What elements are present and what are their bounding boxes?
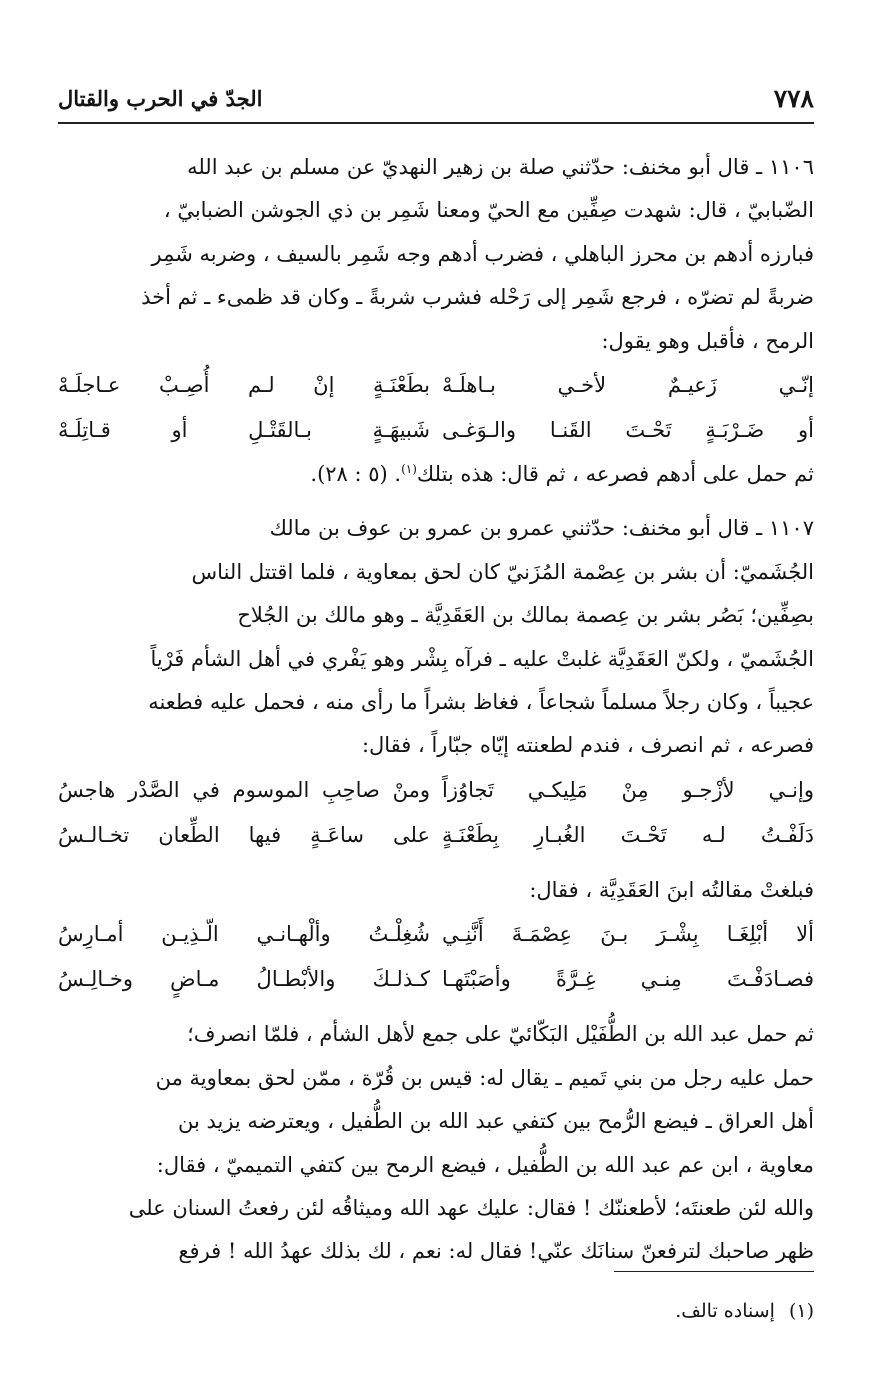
verse-first-hemistich: إنّـي زَعيـمٌ لأخـي بـاهلَـهْ xyxy=(442,373,814,398)
paragraph-closing-1106: ثم حمل على أدهم فصرعه ، ثم قال: هذه بتلك$^{(١)}$. (٥ : ٢٨). xyxy=(310,462,814,487)
verse-second-hemistich: شَبيهَـةٍ بـالقَتْـلِ أو قـاتِلَـهْ xyxy=(58,418,430,443)
verse-line xyxy=(58,768,814,813)
verse-second-hemistich: على ساعَـةٍ فيها الطِّعان تخـالـسُ xyxy=(58,822,430,847)
verse-second-hemistich: ومنْ صاحِبِ الموسوم في الصَّدْر هاجسُ xyxy=(58,777,430,802)
verse-first-hemistich: ألا أبْلِغَـا بِشْـرَ بـنَ عِصْمَـةَ أَنَّنِـي xyxy=(442,922,814,947)
verse-first-hemistich: دَلَفْـتُ لـه تَحْـتَ الغُبـارِ بِطَعْنَـةٍ xyxy=(442,822,814,847)
paragraph-reply-intro: فبلغتْ مقالتُه ابنَ العَقَدِيَّة ، فقال: xyxy=(529,877,814,902)
paragraph-1106: ١١٠٦ ـ قال أبو مخنف: حدّثني صلة بن زهير النهديّ عن مسلم بن عبد الله الضّبابيّ ، قال: شهدت صِفِّين مع الحيّ ومعنا شَمِر بن ذي الجوشن الضبابيّ ، فبارزه أدهم بن محرز الباهلي ، فضرب أدهم وجه شَمِر بالسيف ، وضربه شَمِر ضربةً لم تضرّه ، فرجع شَمِر إلى رَحْله فشرب شربةً ـ وكان قد ظمىء ـ ثم أخذ الرمح ، فأقبل وهو يقول: xyxy=(141,155,814,353)
header-rule xyxy=(58,122,814,124)
paragraph-1107: ١١٠٧ ـ قال أبو مخنف: حدّثني عمرو بن عمرو بن عوف بن مالك الجُشَميّ: أن بشر بن عِصْمة المُزَنيّ كان لحق بمعاوية ، فلما اقتتل الناس بصِفِّين؛ بَصُر بشر بن عِصمة بمالك بن العَقَدِيَّة ـ وهو مالك بن الجُلاح الجُشَميّ ، ولكنّ العَقَدِيَّة غلبتْ عليه ـ فرآه بِشْر وهو يَفْري في أهل الشأم فَرْياً عجيباً ، وكان رجلاً مسلماً شجاعاً ، فغاظ بشراً ما رأى منه ، فحمل عليه فطعنه فصرعه ، ثم انصرف ، فندم لطعنته إيّاه جبّاراً ، فقال: xyxy=(148,516,814,758)
verse-line xyxy=(58,363,814,408)
book-page xyxy=(58,0,814,1387)
running-title: الجدّ في الحرب والقتال xyxy=(58,86,263,111)
footnote-number: (١) xyxy=(788,1300,814,1322)
page-header xyxy=(58,82,814,122)
poem-1 xyxy=(58,363,814,453)
verse-first-hemistich: أو ضَـرْبَـةٍ تَحْـتَ القَنـا والـوَغـى xyxy=(442,418,814,443)
verse-line xyxy=(58,813,814,858)
page-body xyxy=(58,146,814,1274)
poem-2 xyxy=(58,768,814,858)
footnote-text: إسناده تالف. xyxy=(675,1300,775,1322)
paragraph-final: ثم حمل عبد الله بن الطُّفَيْل البَكّائيّ على جمع لأهل الشأم ، فلمّا انصرف؛ حمل عليه رجل من بني تَميم ـ يقال له: قيس بن قُرّة ، ممّن لحق بمعاوية من أهل العراق ـ فيضع الرُّمح بين كتفي عبد الله بن الطُّفيل ، ويعترضه يزيد بن معاوية ، ابن عم عبد الله بن الطُّفيل ، فيضع الرمح بين كتفي التميميّ ، فقال: والله لئن طعنتَه؛ لأطعننّك ! فقال: عليك عهد الله وميثاقُه لئن رفعتُ السنان على ظهر صاحبك لترفعنّ سنانَك عنّي! فقال له: نعم ، لك بذلك عهدُ الله ! فرفع xyxy=(128,1022,814,1264)
verse-line xyxy=(58,408,814,453)
verse-first-hemistich: وإنـي لأزْجـو مِنْ مَلِيكـي تَجاوُزاً xyxy=(442,777,814,802)
footnote-rule xyxy=(614,1271,814,1272)
verse-line xyxy=(58,912,814,957)
poem-3 xyxy=(58,912,814,1002)
page-number: ٧٧٨ xyxy=(773,84,814,113)
footnote-marker: (١) xyxy=(401,462,417,477)
verse-second-hemistich: شُغِلْـتُ وألْهـانـي الّـذِيـن أمـارِسُ xyxy=(58,922,430,947)
verse-first-hemistich: فصـادَفْـتَ مِنـي غِـرَّةً وأصَبْتَهـا xyxy=(442,967,814,992)
verse-second-hemistich: كـذلـكَ والأبْطـالُ مـاضٍ وخـالِـسُ xyxy=(58,967,430,992)
verse-second-hemistich: بطَعْنَـةٍ إنْ لـم أُصِـبْ عـاجلَـهْ xyxy=(58,373,430,398)
footnote xyxy=(675,1300,814,1322)
verse-line xyxy=(58,957,814,1002)
